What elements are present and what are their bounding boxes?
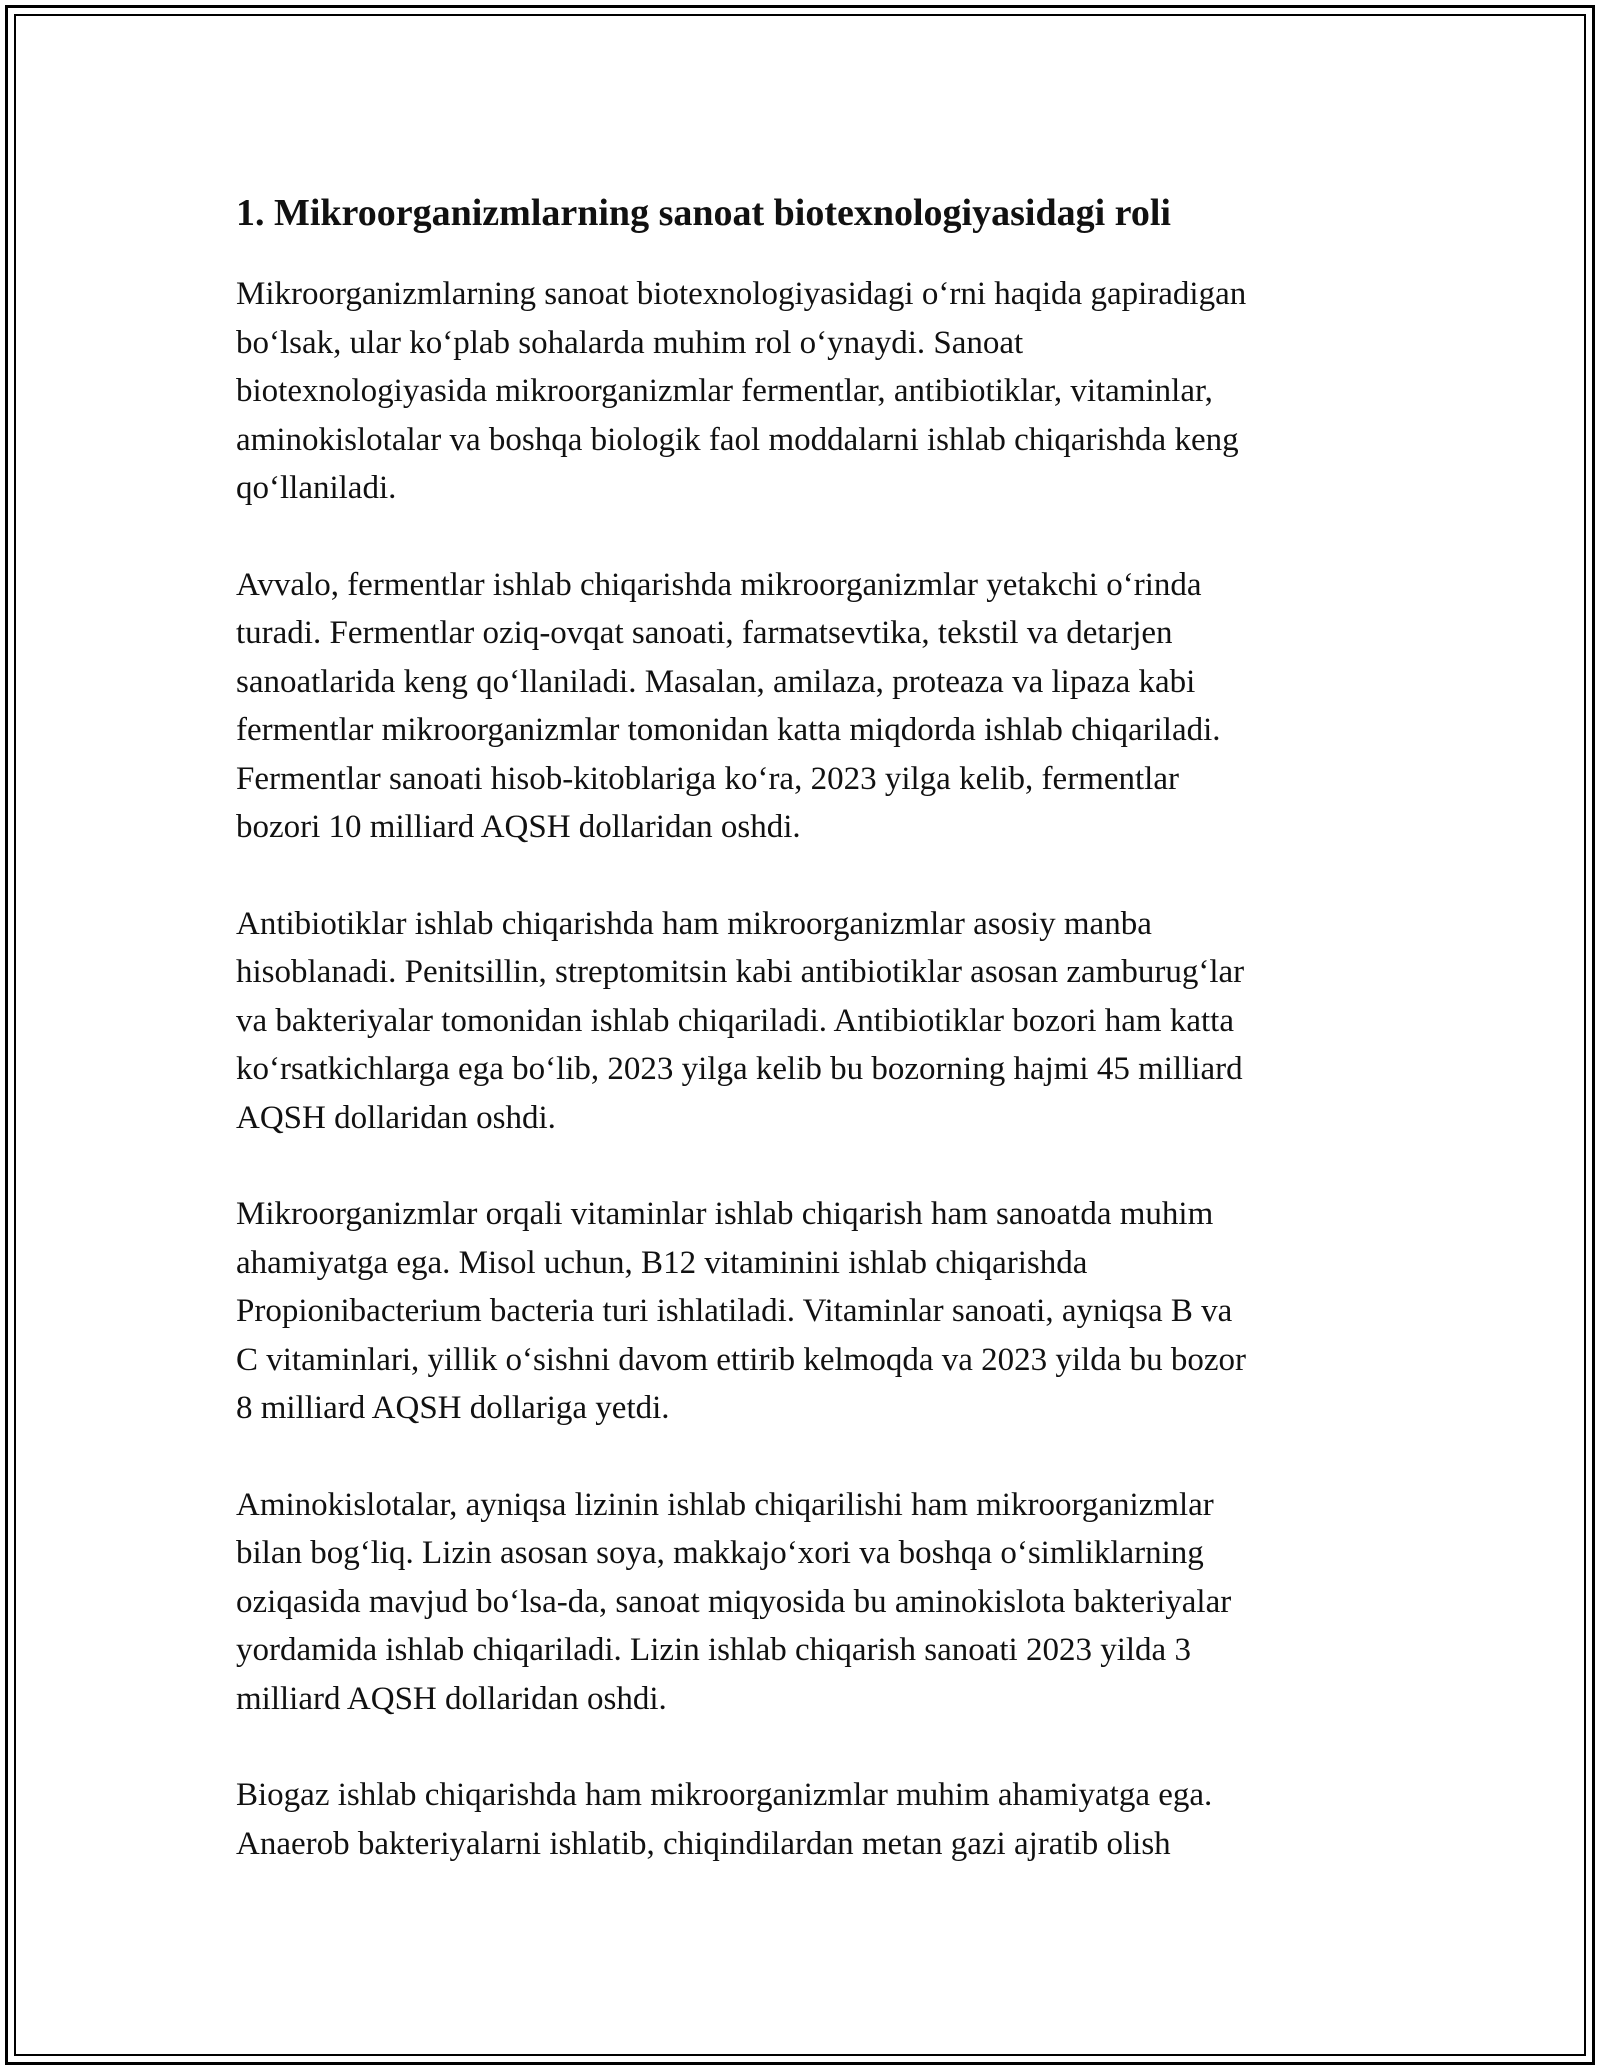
document-body: [236, 188, 1366, 1916]
paragraph-biogas: Biogaz ishlab chiqarishda ham mikroorganizmlar muhim ahamiyatga ega. Anaerob bakteriyalarni ishlatib, chiqindilardan metan gazi ajratib olish: [236, 1777, 1213, 1862]
paragraph-vitamins: Mikroorganizmlar orqali vitaminlar ishlab chiqarish ham sanoatda muhim ahamiyatga ega. Misol uchun, B12 vitaminini ishlab chiqarishda Propionibacterium bacteria turi ishlatiladi. Vitaminlar sanoati, ayniqsa B va C vitaminlari, yillik o‘sishni davom ettirib kelmoqda va 2023 yilda bu bozor 8 milliard AQSH dollariga yetdi.: [236, 1196, 1247, 1426]
paragraph-intro: Mikroorganizmlarning sanoat biotexnologiyasidagi o‘rni haqida gapiradigan bo‘lsak, ular ko‘plab sohalarda muhim rol o‘ynaydi. Sanoat biotexnologiyasida mikroorganizmlar fermentlar, antibiotiklar, vitaminlar, aminokislotalar va boshqa biologik faol moddalarni ishlab chiqarishda keng qo‘llaniladi.: [236, 276, 1247, 506]
document-title: 1. Mikroorganizmlarning sanoat biotexnologiyasidagi roli: [236, 192, 1171, 234]
paragraph-enzymes: Avvalo, fermentlar ishlab chiqarishda mikroorganizmlar yetakchi o‘rinda turadi. Fermentlar oziq-ovqat sanoati, farmatsevtika, tekstil va detarjen sanoatlarida keng qo‘llaniladi. Masalan, amilaza, proteaza va lipaza kabi fermentlar mikroorganizmlar tomonidan katta miqdorda ishlab chiqariladi. Fermentlar sanoati hisob-kitoblariga ko‘ra, 2023 yilga kelib, fermentlar bozori 10 milliard AQSH dollaridan oshdi.: [236, 566, 1221, 845]
paragraph-antibiotics: Antibiotiklar ishlab chiqarishda ham mikroorganizmlar asosiy manba hisoblanadi. Penitsillin, streptomitsin kabi antibiotiklar asosan zamburug‘lar va bakteriyalar tomonidan ishlab chiqariladi. Antibiotiklar bozori ham katta ko‘rsatkichlarga ega bo‘lib, 2023 yilga kelib bu bozorning hajmi 45 milliard AQSH dollaridan oshdi.: [236, 905, 1245, 1136]
paragraph-amino-acids: Aminokislotalar, ayniqsa lizinin ishlab chiqarilishi ham mikroorganizmlar bilan bog‘liq. Lizin asosan soya, makkajo‘xori va boshqa o‘simliklarning oziqasida mavjud bo‘lsa-da, sanoat miqyosida bu aminokislota bakteriyalar yordamida ishlab chiqariladi. Lizin ishlab chiqarish sanoati 2023 yilda 3 milliard AQSH dollaridan oshdi.: [236, 1486, 1232, 1717]
